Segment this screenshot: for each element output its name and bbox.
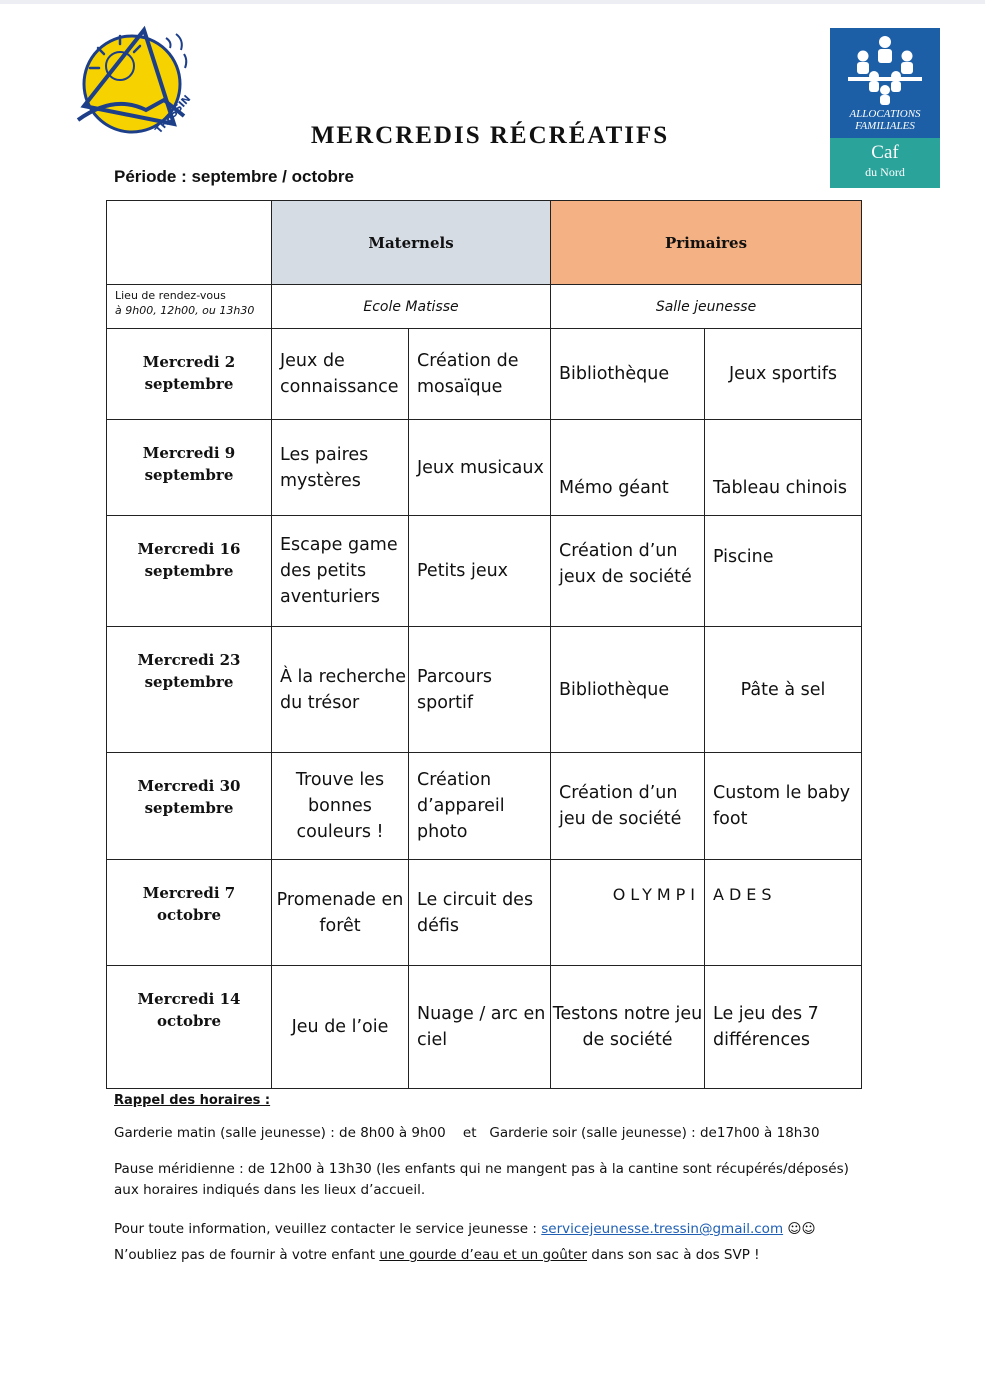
svg-text:TRESSIN: TRESSIN — [153, 93, 194, 137]
activity-primaires-1: Bibliothèque — [551, 329, 705, 420]
date-cell: Mercredi 16 septembre — [107, 516, 272, 627]
activity-primaires-1: Création d’un jeu de société — [551, 753, 705, 860]
date-cell: Mercredi 23 septembre — [107, 627, 272, 753]
maternels-header: Maternels — [272, 201, 551, 285]
activity-primaires-1: Création d’un jeux de société — [551, 516, 705, 627]
lieu-row — [107, 285, 862, 329]
activity-primaires-2: Jeux sportifs — [705, 329, 862, 420]
activity-maternels-2: Création de mosaïque — [409, 329, 551, 420]
page-title: MERCREDIS RÉCRÉATIFS — [310, 122, 670, 149]
activity-maternels-1: Jeu de l’oie — [272, 966, 409, 1089]
date-cell: Mercredi 7 octobre — [107, 860, 272, 966]
activity-maternels-2: Petits jeux — [409, 516, 551, 627]
contact-text: Pour toute information, veuillez contacter le service jeunesse : servicejeunesse.tressin@gmail.com ☺☺ — [114, 1221, 816, 1237]
tressin-logo — [74, 24, 198, 140]
activity-primaires-2: ADES — [705, 860, 862, 966]
top-border — [0, 0, 985, 4]
activity-maternels-2: Nuage / arc en ciel — [409, 966, 551, 1089]
activity-maternels-2: Jeux musicaux — [409, 420, 551, 516]
corner-cell — [107, 201, 272, 285]
contact-email-link[interactable]: servicejeunesse.tressin@gmail.com — [541, 1221, 784, 1237]
primaires-header: Primaires — [551, 201, 862, 285]
table-row — [107, 753, 862, 860]
table-row — [107, 420, 862, 516]
activity-maternels-2: Le circuit des défis — [409, 860, 551, 966]
activity-primaires-1: Testons notre jeu de société — [551, 966, 705, 1089]
pause-text: Pause méridienne : de 12h00 à 13h30 (les enfants qui ne mangent pas à la cantine sont récupérés/déposés) aux horaires indiqués dans les lieux d’accueil. — [114, 1161, 849, 1198]
lieu-maternels: Ecole Matisse — [272, 285, 551, 329]
activity-primaires-2: Pâte à sel — [705, 627, 862, 753]
schedule-table — [106, 200, 862, 1089]
activity-primaires-2: Tableau chinois — [705, 420, 862, 516]
activity-maternels-2: Création d’appareil photo — [409, 753, 551, 860]
lieu-label: Lieu de rendez-vous à 9h00, 12h00, ou 13h30 — [107, 285, 272, 329]
rappel-heading: Rappel des horaires : — [114, 1093, 271, 1108]
table-row — [107, 860, 862, 966]
reminder-text: N’oubliez pas de fournir à votre enfant une gourde d’eau et un goûter dans son sac à dos SVP ! — [114, 1247, 760, 1263]
period-label: Période : septembre / octobre — [114, 167, 354, 186]
activity-maternels-1: Promenade en forêt — [272, 860, 409, 966]
activity-maternels-1: Escape game des petits aventuriers — [272, 516, 409, 627]
date-cell: Mercredi 14 octobre — [107, 966, 272, 1089]
family-figures-icon — [848, 34, 922, 106]
activity-primaires-2: Custom le baby foot — [705, 753, 862, 860]
date-cell: Mercredi 30 septembre — [107, 753, 272, 860]
table-row — [107, 966, 862, 1089]
table-row — [107, 329, 862, 420]
activity-maternels-1: Les paires mystères — [272, 420, 409, 516]
activity-primaires-1: Bibliothèque — [551, 627, 705, 753]
activity-primaires-2: Le jeu des 7 différences — [705, 966, 862, 1089]
date-cell: Mercredi 9 septembre — [107, 420, 272, 516]
header-row — [107, 201, 862, 285]
table-row — [107, 516, 862, 627]
activity-maternels-2: Parcours sportif — [409, 627, 551, 753]
date-cell: Mercredi 2 septembre — [107, 329, 272, 420]
activity-maternels-1: À la recherche du trésor — [272, 627, 409, 753]
activity-maternels-1: Trouve les bonnes couleurs ! — [272, 753, 409, 860]
garderie-text: Garderie matin (salle jeunesse) : de 8h00 à 9h00 et Garderie soir (salle jeunesse) : de17h00 à 18h30 — [114, 1125, 820, 1141]
lieu-primaires: Salle jeunesse — [551, 285, 862, 329]
table-row — [107, 627, 862, 753]
caf-logo: ALLOCATIONS FAMILIALES Caf du Nord — [830, 28, 940, 188]
activity-primaires-2: Piscine — [705, 516, 862, 627]
activity-primaires-1: OLYMPI — [551, 860, 705, 966]
activity-maternels-1: Jeux de connaissance — [272, 329, 409, 420]
activity-primaires-1: Mémo géant — [551, 420, 705, 516]
